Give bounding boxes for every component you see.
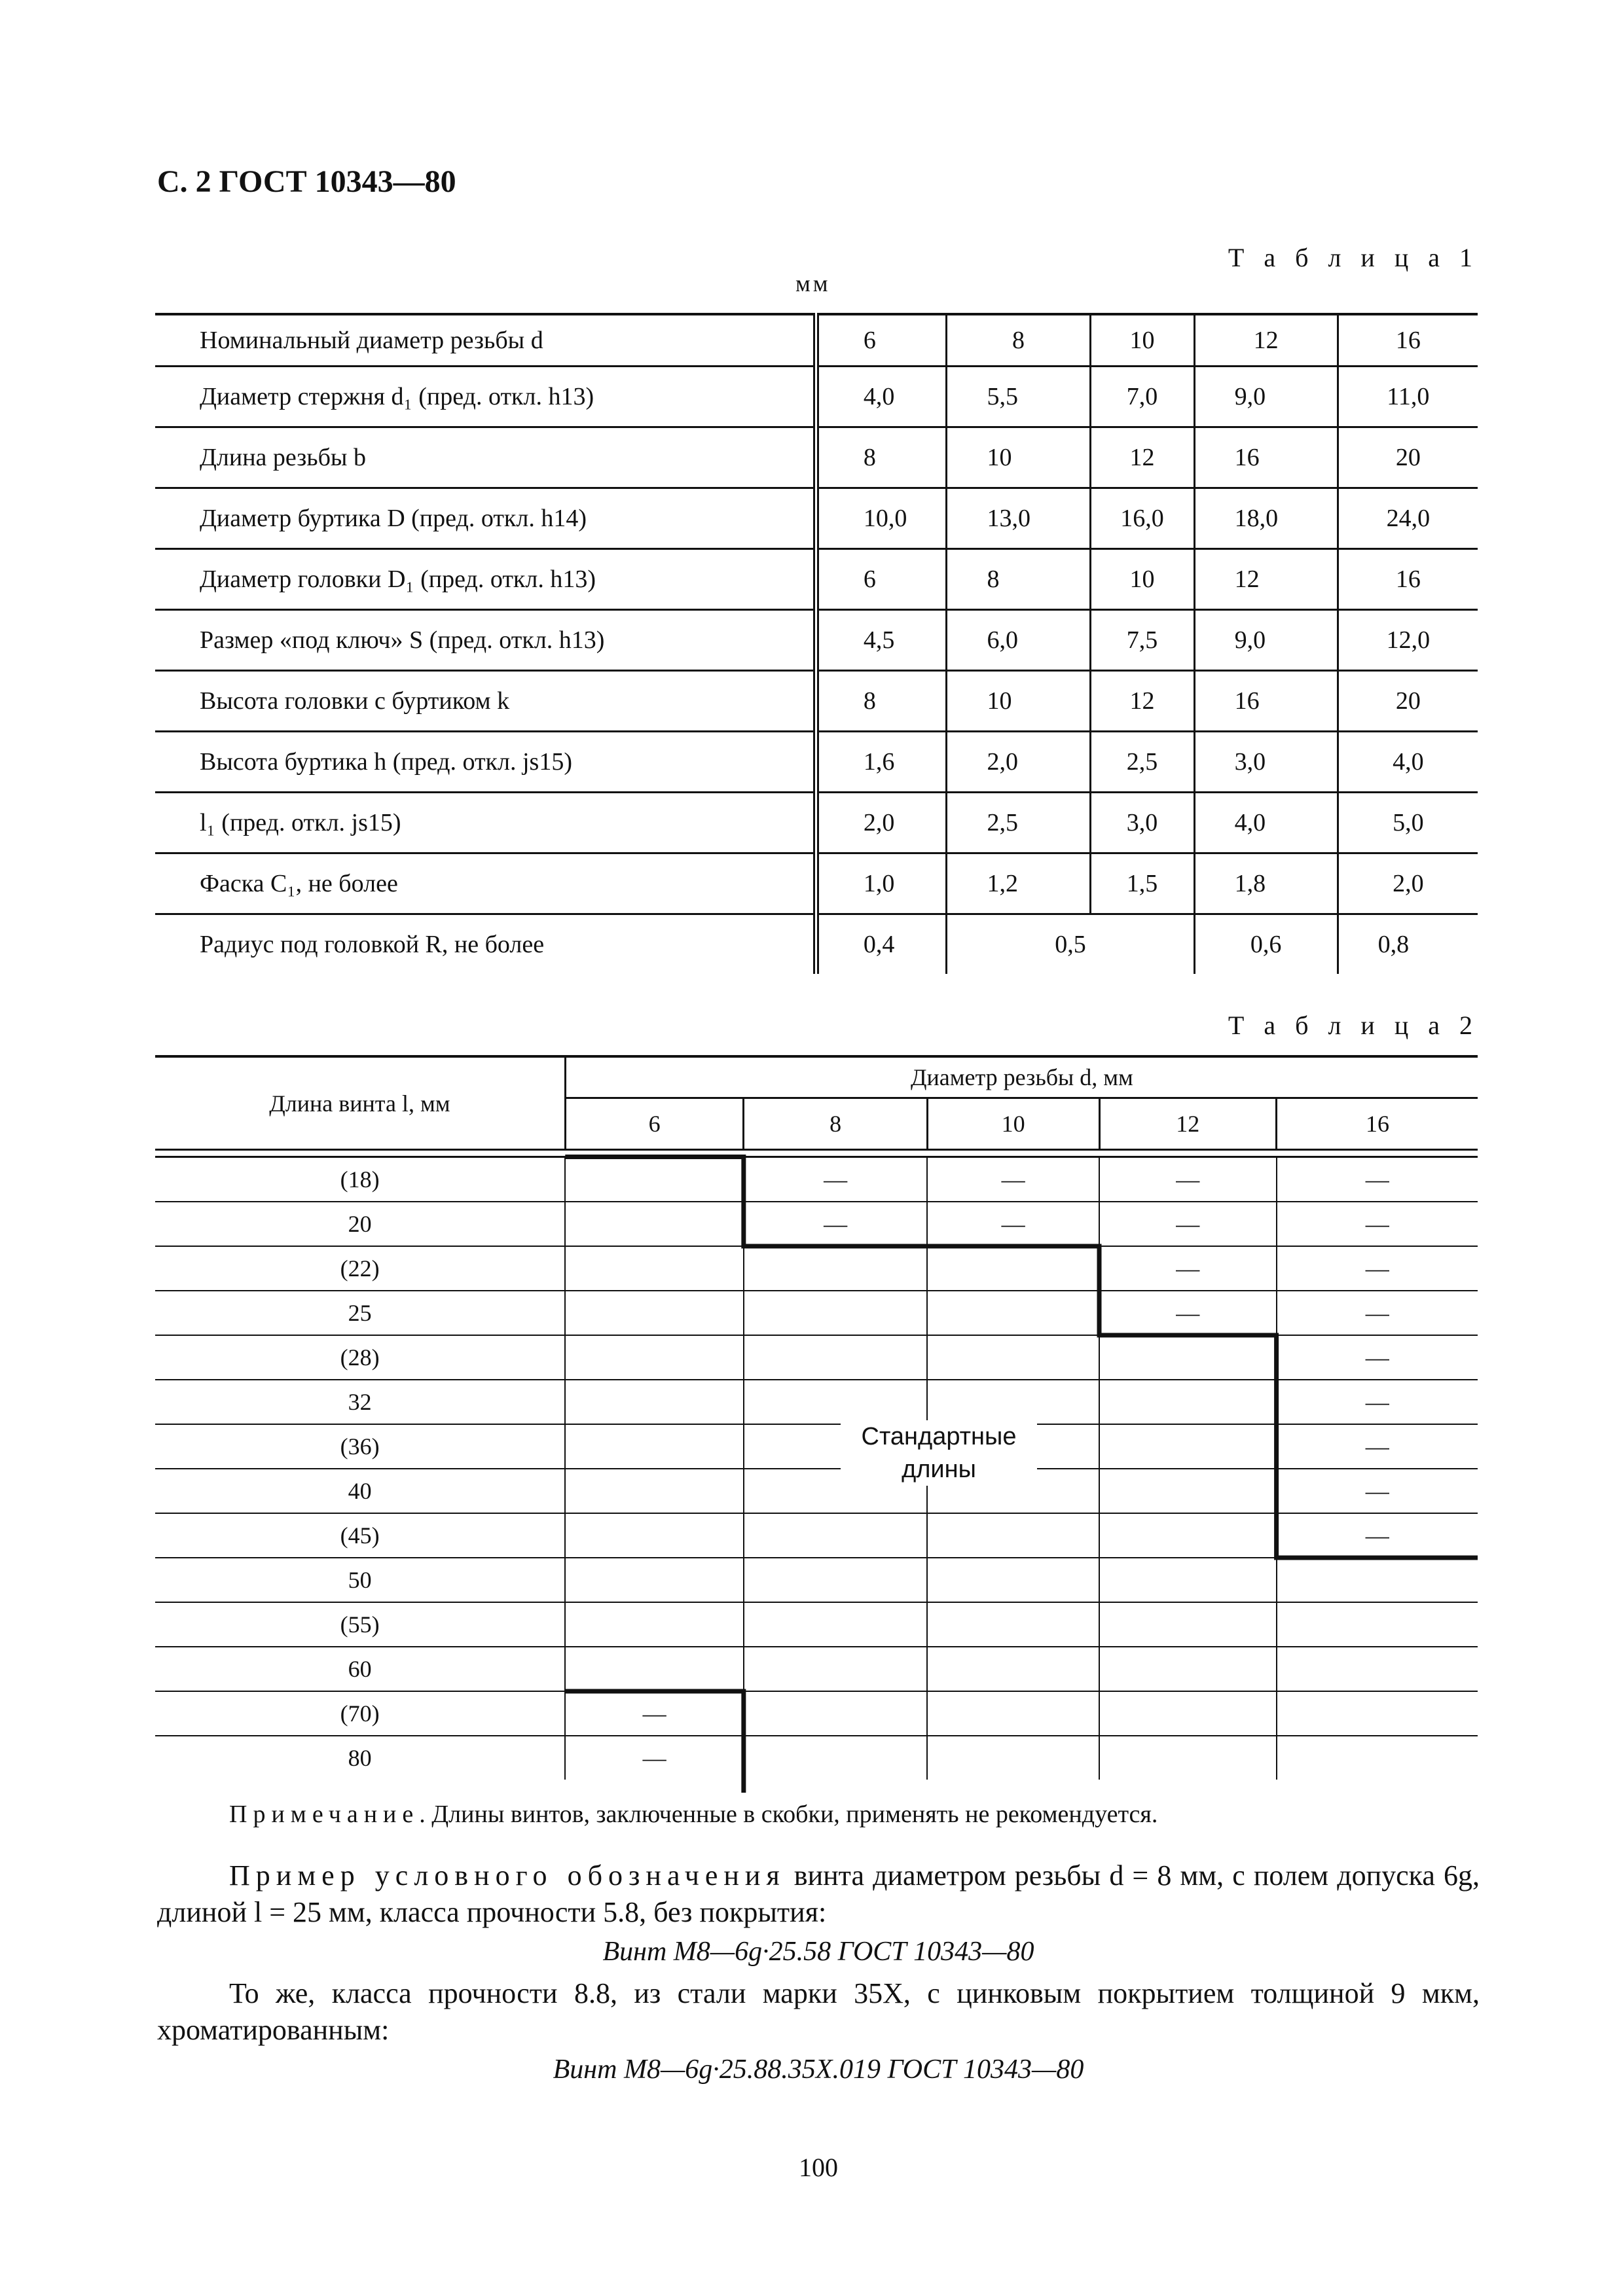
length-cell: 50	[155, 1558, 565, 1602]
diameter-header: 10	[927, 1098, 1099, 1150]
table1-cell: 1,6	[816, 732, 947, 793]
table1-cell: 12	[1090, 671, 1194, 732]
table1-cell: 10	[1090, 314, 1194, 367]
example-text: винта диаметром резьбы d = 8 мм, с полем допуска 6g, длиной l = 25 мм, класса прочности 5.8, без покрытия:	[157, 1859, 1480, 1928]
table1-cell: 20	[1338, 427, 1478, 488]
table2-cell: —	[1277, 1469, 1478, 1513]
table1-cell: 4,0	[1338, 732, 1478, 793]
table1-cell: 10	[1090, 549, 1194, 610]
table2-cell	[565, 1602, 744, 1647]
table1-cell: 6	[816, 549, 947, 610]
table2-row	[155, 1335, 1478, 1380]
table2-cell: —	[1277, 1291, 1478, 1335]
table1-cell: 9,0	[1194, 610, 1338, 671]
table1-cell: 0,5	[947, 914, 1194, 975]
table1-cell: 8	[947, 314, 1090, 367]
designation-2: Винт М8—6g·25.88.35Х.019 ГОСТ 10343—80	[553, 2054, 1084, 2085]
table1-cell: 2,5	[1090, 732, 1194, 793]
row-header-label: Длина винта l, мм	[269, 1090, 450, 1117]
table2-cell	[565, 1335, 744, 1380]
example-prefix: Пример условного обозначения	[229, 1859, 786, 1892]
row-header	[155, 1056, 565, 1150]
table2-cell	[1099, 1647, 1277, 1691]
table1-row-label: Высота буртика h (пред. откл. js15)	[155, 732, 816, 793]
table1-cell: 12	[1090, 427, 1194, 488]
table1-cell: 16	[1338, 549, 1478, 610]
table1-cell: 0,6	[1194, 914, 1338, 975]
table2	[155, 1055, 1478, 1780]
table1-row-label: Размер «под ключ» S (пред. откл. h13)	[155, 610, 816, 671]
table2-cell	[744, 1691, 928, 1736]
length-cell: (18)	[155, 1157, 565, 1202]
table2-cell	[565, 1558, 744, 1602]
length-cell: 25	[155, 1291, 565, 1335]
table2-row	[155, 1202, 1478, 1246]
table2-cell	[744, 1291, 928, 1335]
table1-row-label: l₁ (пред. откл. js15)	[155, 793, 816, 853]
table2-cell	[927, 1647, 1099, 1691]
table1-row	[155, 610, 1478, 671]
table1-cell: 0,4	[816, 914, 947, 975]
table1-cell: 4,0	[816, 367, 947, 427]
table-note	[229, 1800, 1158, 1829]
table2-cell: —	[927, 1202, 1099, 1246]
length-cell: (45)	[155, 1513, 565, 1558]
table2-cell	[744, 1647, 928, 1691]
table2-row	[155, 1424, 1478, 1469]
table2-cell: —	[744, 1202, 928, 1246]
standard-label-line1: Стандартные	[861, 1423, 1017, 1450]
table2-cell	[744, 1558, 928, 1602]
table1-cell: 2,0	[816, 793, 947, 853]
table2-cell: —	[1099, 1246, 1277, 1291]
table2-cell	[565, 1469, 744, 1513]
table1-cell: 1,2	[947, 853, 1090, 914]
table2-cell	[744, 1246, 928, 1291]
table1-cell: 8	[816, 671, 947, 732]
designation-1: Винт М8—6g·25.58 ГОСТ 10343—80	[602, 1937, 1034, 1967]
table2-cell: —	[1099, 1291, 1277, 1335]
table2-cell	[565, 1380, 744, 1424]
table2-cell	[1277, 1602, 1478, 1647]
table1-row	[155, 314, 1478, 367]
page-number: 100	[799, 2153, 838, 2182]
table2-cell	[744, 1335, 928, 1380]
table1-cell: 6,0	[947, 610, 1090, 671]
table1-cell: 18,0	[1194, 488, 1338, 549]
diameter-header: 16	[1277, 1098, 1478, 1150]
length-cell: 40	[155, 1469, 565, 1513]
diameter-header: 6	[565, 1098, 744, 1150]
table2-row	[155, 1647, 1478, 1691]
table2-cell	[927, 1291, 1099, 1335]
table1-cell: 4,0	[1194, 793, 1338, 853]
table1-cell: 16	[1194, 671, 1338, 732]
table2-cell	[1099, 1424, 1277, 1469]
table2-cell	[1099, 1736, 1277, 1780]
table2-row	[155, 1736, 1478, 1780]
table1-cell: 24,0	[1338, 488, 1478, 549]
table1-cell: 3,0	[1090, 793, 1194, 853]
table1-cell: 10	[947, 671, 1090, 732]
table2-cell	[744, 1736, 928, 1780]
table2-cell	[1099, 1469, 1277, 1513]
table2-cell	[744, 1380, 928, 1424]
page-header: С. 2 ГОСТ 10343—80	[157, 164, 456, 199]
table1-cell: 2,0	[1338, 853, 1478, 914]
table1-cell: 16	[1194, 427, 1338, 488]
table2-cell	[565, 1647, 744, 1691]
table1-row	[155, 793, 1478, 853]
table2-row	[155, 1602, 1478, 1647]
table2-cell	[565, 1202, 744, 1246]
table1-cell: 2,0	[947, 732, 1090, 793]
table1-cell: 16	[1338, 314, 1478, 367]
table1-cell: 9,0	[1194, 367, 1338, 427]
example-paragraph	[157, 1857, 1480, 1931]
length-cell: 32	[155, 1380, 565, 1424]
table1-cell: 7,0	[1090, 367, 1194, 427]
table1-row	[155, 671, 1478, 732]
table2-cell	[927, 1691, 1099, 1736]
table2-cell: —	[1277, 1157, 1478, 1202]
table2-cell	[927, 1736, 1099, 1780]
length-cell: (70)	[155, 1691, 565, 1736]
table1-row	[155, 427, 1478, 488]
table1-cell: 20	[1338, 671, 1478, 732]
table1-cell: 0,8	[1338, 914, 1478, 975]
table2-cell	[744, 1513, 928, 1558]
table2-row	[155, 1691, 1478, 1736]
table2-cell	[565, 1246, 744, 1291]
table1-row-label: Радиус под головкой R, не более	[155, 914, 816, 975]
table1-row	[155, 367, 1478, 427]
table1-row	[155, 914, 1478, 975]
table1-cell: 8	[816, 427, 947, 488]
table1-cell: 5,5	[947, 367, 1090, 427]
table1-cell: 6	[816, 314, 947, 367]
table1-cell: 1,8	[1194, 853, 1338, 914]
table2-cell: —	[1277, 1335, 1478, 1380]
header-separator	[155, 1150, 1478, 1157]
table2-cell	[565, 1513, 744, 1558]
table2-cell	[565, 1291, 744, 1335]
table1-cell: 4,5	[816, 610, 947, 671]
length-cell: (28)	[155, 1335, 565, 1380]
diameter-header: 8	[744, 1098, 928, 1150]
table1-cell: 16,0	[1090, 488, 1194, 549]
table1	[155, 313, 1478, 974]
table2-cell: —	[744, 1157, 928, 1202]
table1-row-label: Высота головки с буртиком k	[155, 671, 816, 732]
standard-lengths-label	[841, 1420, 1037, 1486]
length-cell: (55)	[155, 1602, 565, 1647]
table2-row	[155, 1558, 1478, 1602]
table2-cell: —	[1099, 1202, 1277, 1246]
table1-unit: мм	[795, 270, 831, 296]
standard-label-line2: длины	[902, 1456, 976, 1483]
table1-row-label: Номинальный диаметр резьбы d	[155, 314, 816, 367]
table2-cell	[1099, 1380, 1277, 1424]
length-cell: 80	[155, 1736, 565, 1780]
table2-cell: —	[565, 1736, 744, 1780]
table2-cell	[1277, 1647, 1478, 1691]
table1-cell: 2,5	[947, 793, 1090, 853]
table1-cell: 7,5	[1090, 610, 1194, 671]
table1-cell: 10,0	[816, 488, 947, 549]
table2-cell: —	[1277, 1202, 1478, 1246]
table1-row	[155, 853, 1478, 914]
table1-cell: 3,0	[1194, 732, 1338, 793]
table2-cell	[1099, 1691, 1277, 1736]
table2-row	[155, 1469, 1478, 1513]
table2-cell	[744, 1602, 928, 1647]
table2-cell	[927, 1513, 1099, 1558]
table1-row	[155, 488, 1478, 549]
table2-cell	[927, 1380, 1099, 1424]
table2-cell	[1277, 1736, 1478, 1780]
table1-row-label: Диаметр стержня d₁ (пред. откл. h13)	[155, 367, 816, 427]
table1-cell: 11,0	[1338, 367, 1478, 427]
table2-cell	[1099, 1602, 1277, 1647]
length-cell: 60	[155, 1647, 565, 1691]
table2-caption: Т а б л и ц а 2	[1228, 1011, 1479, 1040]
table1-row-label: Диаметр головки D₁ (пред. откл. h13)	[155, 549, 816, 610]
length-cell: (36)	[155, 1424, 565, 1469]
table2-cell	[565, 1157, 744, 1202]
table1-cell: 1,0	[816, 853, 947, 914]
table2-cell: —	[1277, 1424, 1478, 1469]
length-cell: (22)	[155, 1246, 565, 1291]
table1-caption: Т а б л и ц а 1	[1228, 243, 1479, 272]
table2-cell	[1099, 1335, 1277, 1380]
table2-cell	[1277, 1691, 1478, 1736]
table1-row-label: Фаска C₁, не более	[155, 853, 816, 914]
table2-cell	[565, 1424, 744, 1469]
table2-cell	[1277, 1558, 1478, 1602]
table2-cell: —	[1277, 1380, 1478, 1424]
table2-cell: —	[1277, 1513, 1478, 1558]
table1-cell: 8	[947, 549, 1090, 610]
table2-row	[155, 1157, 1478, 1202]
table2-cell: —	[1099, 1157, 1277, 1202]
table1-row-label: Диаметр буртика D (пред. откл. h14)	[155, 488, 816, 549]
table1-row	[155, 732, 1478, 793]
note-prefix: Примечание	[229, 1801, 420, 1828]
table1-row	[155, 549, 1478, 610]
table2-row	[155, 1513, 1478, 1558]
group-header: Диаметр резьбы d, мм	[565, 1056, 1478, 1098]
table1-cell: 13,0	[947, 488, 1090, 549]
table2-cell	[927, 1558, 1099, 1602]
length-cell: 20	[155, 1202, 565, 1246]
table1-row-label: Длина резьбы b	[155, 427, 816, 488]
table2-cell: —	[1277, 1246, 1478, 1291]
table2-cell	[927, 1602, 1099, 1647]
same-paragraph: То же, класса прочности 8.8, из стали марки 35Х, с цинковым покрытием толщиной 9 мкм, хроматированным:	[157, 1977, 1480, 2046]
table2-row	[155, 1380, 1478, 1424]
table2-cell: —	[927, 1157, 1099, 1202]
table1-cell: 1,5	[1090, 853, 1194, 914]
table2-cell	[927, 1246, 1099, 1291]
table2-row	[155, 1291, 1478, 1335]
table2-cell: —	[565, 1691, 744, 1736]
note-text: . Длины винтов, заключенные в скобки, применять не рекомендуется.	[419, 1801, 1158, 1828]
table1-cell: 12	[1194, 314, 1338, 367]
table2-cell	[1099, 1513, 1277, 1558]
diameter-header: 12	[1099, 1098, 1277, 1150]
table2-cell	[927, 1335, 1099, 1380]
table2-cell	[1099, 1558, 1277, 1602]
table1-cell: 10	[947, 427, 1090, 488]
table1-cell: 12	[1194, 549, 1338, 610]
table1-cell: 12,0	[1338, 610, 1478, 671]
table2-row	[155, 1246, 1478, 1291]
table1-cell: 5,0	[1338, 793, 1478, 853]
